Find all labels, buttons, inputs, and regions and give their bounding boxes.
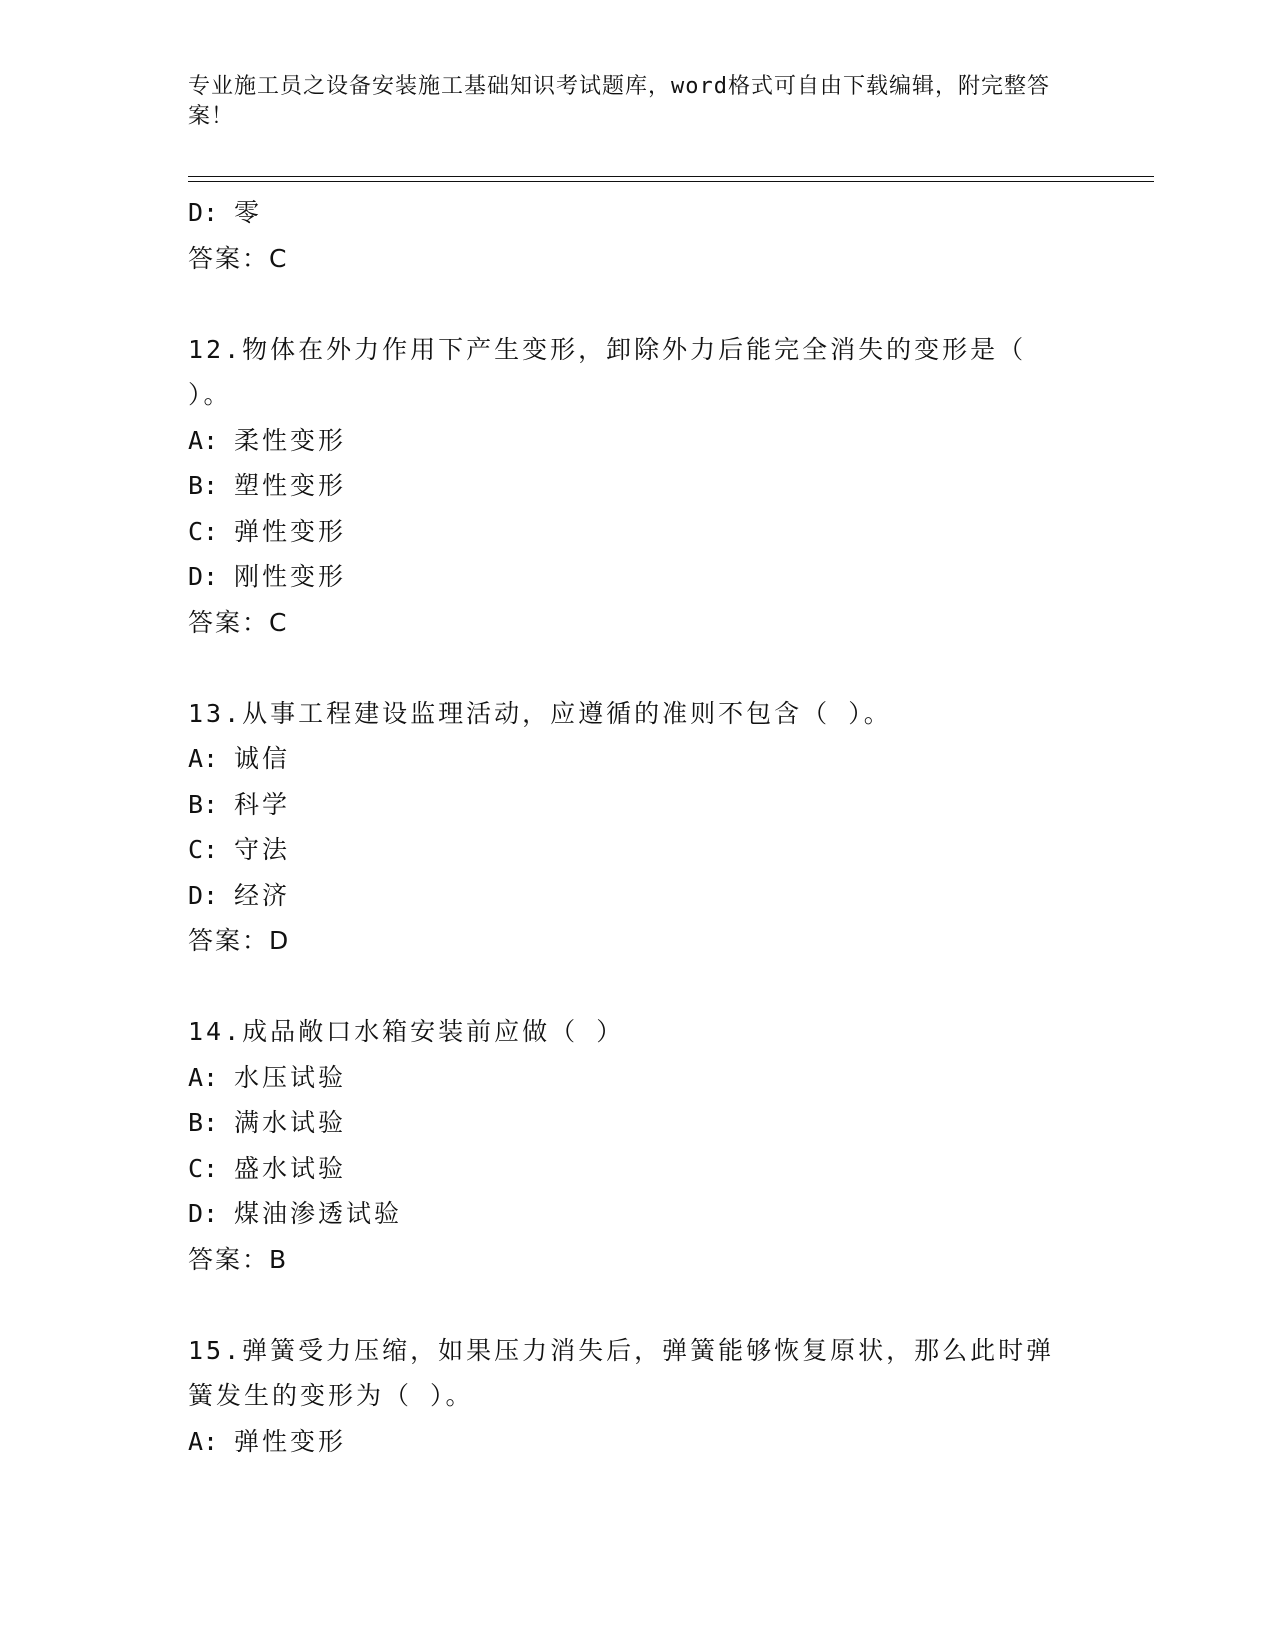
option-c <box>188 1146 1088 1192</box>
option-letter: D: <box>188 562 219 591</box>
question-13 <box>188 691 1088 964</box>
option-text: 零 <box>234 198 263 227</box>
question-12 <box>188 327 1088 646</box>
page-header <box>188 72 1068 132</box>
question-stem-continued: ）。 <box>188 380 232 409</box>
question-stem: 12.物体在外力作用下产生变形，卸除外力后能完全消失的变形是（ <box>188 334 1027 364</box>
option-letter: A: <box>188 425 219 455</box>
spacer <box>188 281 1088 327</box>
question-14 <box>188 1009 1088 1282</box>
answer-line: 答案：D <box>188 926 291 955</box>
answer-line: 答案：C <box>188 243 289 273</box>
option-letter: D: <box>188 880 219 910</box>
option-c <box>188 827 1088 873</box>
option-letter: A: <box>188 1426 219 1456</box>
answer-line: 答案：B <box>188 1244 289 1274</box>
option-letter: C: <box>188 516 219 546</box>
option-letter: D: <box>188 198 219 227</box>
spacer <box>188 964 1088 1010</box>
option-text: 满水试验 <box>234 1108 347 1137</box>
option-letter: D: <box>188 1199 219 1228</box>
option-letter: A: <box>188 744 219 773</box>
option-b <box>188 782 1088 828</box>
option-text: 科学 <box>234 789 291 819</box>
option-text: 弹性变形 <box>234 516 347 546</box>
option-text: 水压试验 <box>234 1062 347 1092</box>
spacer <box>188 645 1088 691</box>
spacer <box>188 1282 1088 1328</box>
header-divider-bottom <box>188 181 1154 182</box>
question-stem: 14.成品敞口水箱安装前应做（ ） <box>188 1017 625 1046</box>
option-text: 盛水试验 <box>234 1153 347 1183</box>
option-b <box>188 463 1088 509</box>
option-a <box>188 1055 1088 1101</box>
option-letter: B: <box>188 789 219 819</box>
option-c <box>188 509 1088 555</box>
option-letter: C: <box>188 835 219 864</box>
question-15 <box>188 1328 1088 1465</box>
option-a <box>188 418 1088 464</box>
option-d <box>188 1191 1088 1237</box>
option-text: 诚信 <box>234 744 291 773</box>
option-a <box>188 1419 1088 1465</box>
option-a <box>188 736 1088 782</box>
header-text: 专业施工员之设备安装施工基础知识考试题库，word格式可自由下载编辑，附完整答案！ <box>188 74 1050 129</box>
option-d <box>188 873 1088 919</box>
document-body <box>188 190 1088 1464</box>
option-letter: C: <box>188 1153 219 1183</box>
option-d <box>188 554 1088 600</box>
option-text: 守法 <box>234 835 291 864</box>
option-letter: A: <box>188 1062 219 1092</box>
option-text: 煤油渗透试验 <box>234 1199 403 1228</box>
option-text: 刚性变形 <box>234 562 347 591</box>
option-text: 经济 <box>234 880 291 910</box>
question-stem: 15.弹簧受力压缩，如果压力消失后，弹簧能够恢复原状，那么此时弹 <box>188 1335 1055 1365</box>
option-text: 弹性变形 <box>234 1426 347 1456</box>
option-letter: B: <box>188 471 219 500</box>
option-text: 柔性变形 <box>234 425 347 455</box>
question-stem-continued: 簧发生的变形为（ ）。 <box>188 1381 474 1410</box>
answer-line: 答案：C <box>188 607 289 637</box>
option-letter: B: <box>188 1108 219 1137</box>
question-stem: 13.从事工程建设监理活动，应遵循的准则不包含（ ）。 <box>188 698 892 728</box>
option-text: 塑性变形 <box>234 471 347 500</box>
option-b <box>188 1100 1088 1146</box>
option-d <box>188 190 1088 236</box>
header-divider-top <box>188 176 1154 177</box>
